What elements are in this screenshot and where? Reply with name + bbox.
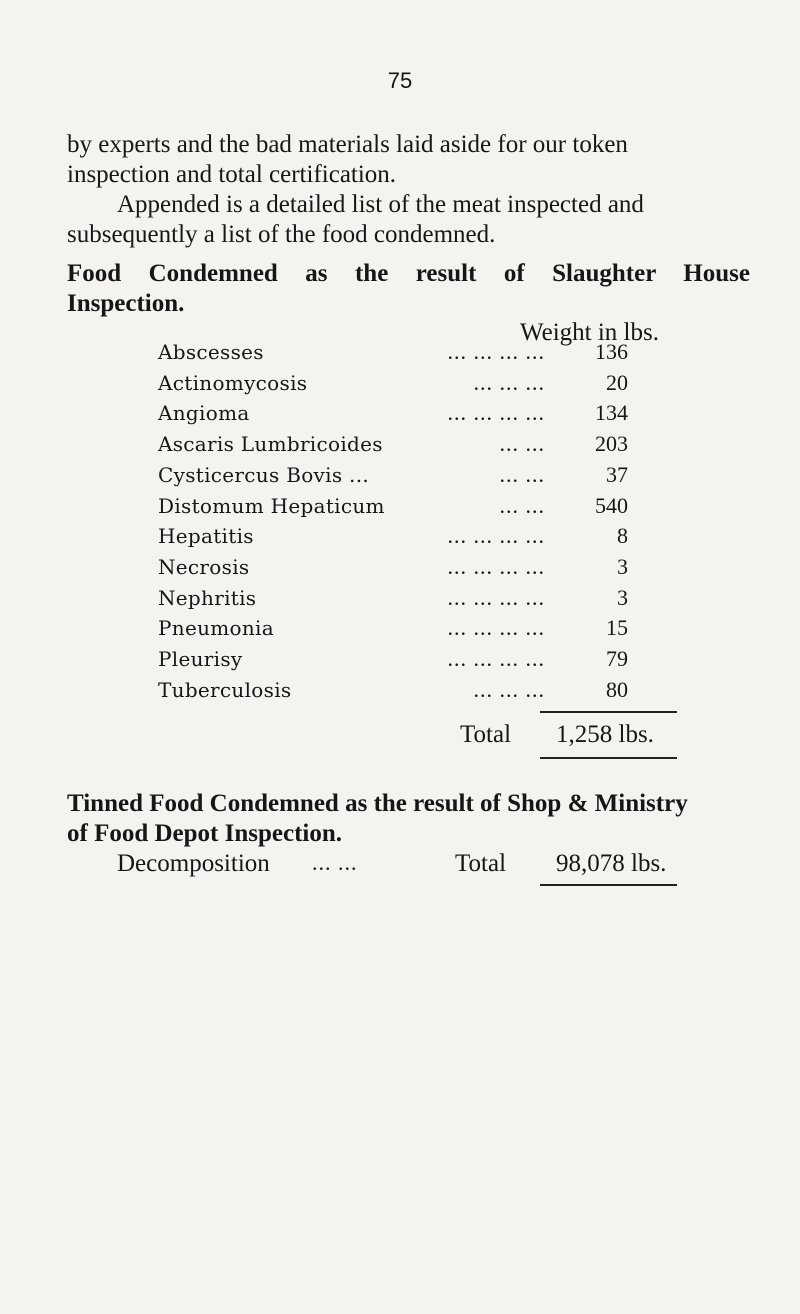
- total-rule-bottom: [540, 757, 677, 759]
- tinned-heading-line-2: of Food Depot Inspection.: [67, 820, 343, 847]
- condition-name: Ascaris Lumbricoides: [158, 432, 383, 456]
- leader-dots: ... ...: [499, 493, 545, 518]
- condition-name: Hepatitis: [158, 524, 254, 548]
- leader-dots: ... ... ... ...: [447, 646, 545, 671]
- total-rule-top: [540, 711, 677, 713]
- tinned-total-label: Total: [455, 850, 507, 877]
- tinned-rule: [540, 884, 677, 886]
- condition-weight: 79: [606, 646, 628, 671]
- leader-dots: ... ... ... ...: [447, 339, 545, 364]
- tinned-item-name: Decomposition: [117, 850, 270, 877]
- condition-name: Pleurisy: [158, 647, 243, 671]
- leader-dots: ... ...: [499, 431, 545, 456]
- condition-name: Distomum Hepaticum: [158, 494, 385, 518]
- intro-line-2: inspection and total certification.: [67, 161, 397, 188]
- leader-dots: ... ... ... ...: [447, 400, 545, 425]
- intro-line-4: subsequently a list of the food condemned.: [67, 221, 496, 248]
- intro-line-3: Appended is a detailed list of the meat inspected and: [117, 191, 644, 218]
- leader-dots: ... ... ... ...: [447, 554, 545, 579]
- leader-dots: ... ... ... ...: [447, 523, 545, 548]
- condition-name: Necrosis: [158, 555, 250, 579]
- condition-weight: 136: [595, 339, 628, 364]
- tinned-heading-line-1: Tinned Food Condemned as the result of Shop & Ministry: [67, 790, 688, 817]
- condition-weight: 203: [595, 431, 628, 456]
- leader-dots: ... ... ...: [473, 370, 545, 395]
- slaughter-heading-line-1: Food Condemned as the result of Slaughter House: [67, 260, 750, 287]
- condition-name: Abscesses: [158, 340, 264, 364]
- condition-weight: 134: [595, 400, 628, 425]
- condition-name: Cysticercus Bovis ...: [158, 463, 370, 487]
- condition-weight: 37: [606, 462, 628, 487]
- condition-name: Angioma: [158, 401, 250, 425]
- condition-weight: 80: [606, 677, 628, 702]
- tinned-total-value: 98,078 lbs.: [556, 850, 667, 877]
- condition-weight: 20: [606, 370, 628, 395]
- tinned-dots: ... ...: [312, 850, 358, 875]
- condition-weight: 8: [617, 523, 628, 548]
- leader-dots: ... ...: [499, 462, 545, 487]
- leader-dots: ... ... ... ...: [447, 585, 545, 610]
- condition-name: Nephritis: [158, 586, 257, 610]
- intro-line-1: by experts and the bad materials laid aside for our token: [67, 131, 628, 158]
- condition-weight: 3: [617, 585, 628, 610]
- condition-name: Actinomycosis: [158, 371, 308, 395]
- condition-name: Tuberculosis: [158, 678, 292, 702]
- condition-name: Pneumonia: [158, 616, 274, 640]
- leader-dots: ... ... ...: [473, 677, 545, 702]
- slaughter-heading-line-2: Inspection.: [67, 290, 185, 317]
- weight-column-header: Weight in lbs.: [520, 319, 659, 346]
- page-number: 75: [387, 68, 413, 93]
- slaughter-total-value: 1,258 lbs.: [556, 721, 654, 748]
- slaughter-total-label: Total: [460, 721, 512, 748]
- condition-weight: 3: [617, 554, 628, 579]
- condition-weight: 15: [606, 615, 628, 640]
- leader-dots: ... ... ... ...: [447, 615, 545, 640]
- condition-weight: 540: [595, 493, 628, 518]
